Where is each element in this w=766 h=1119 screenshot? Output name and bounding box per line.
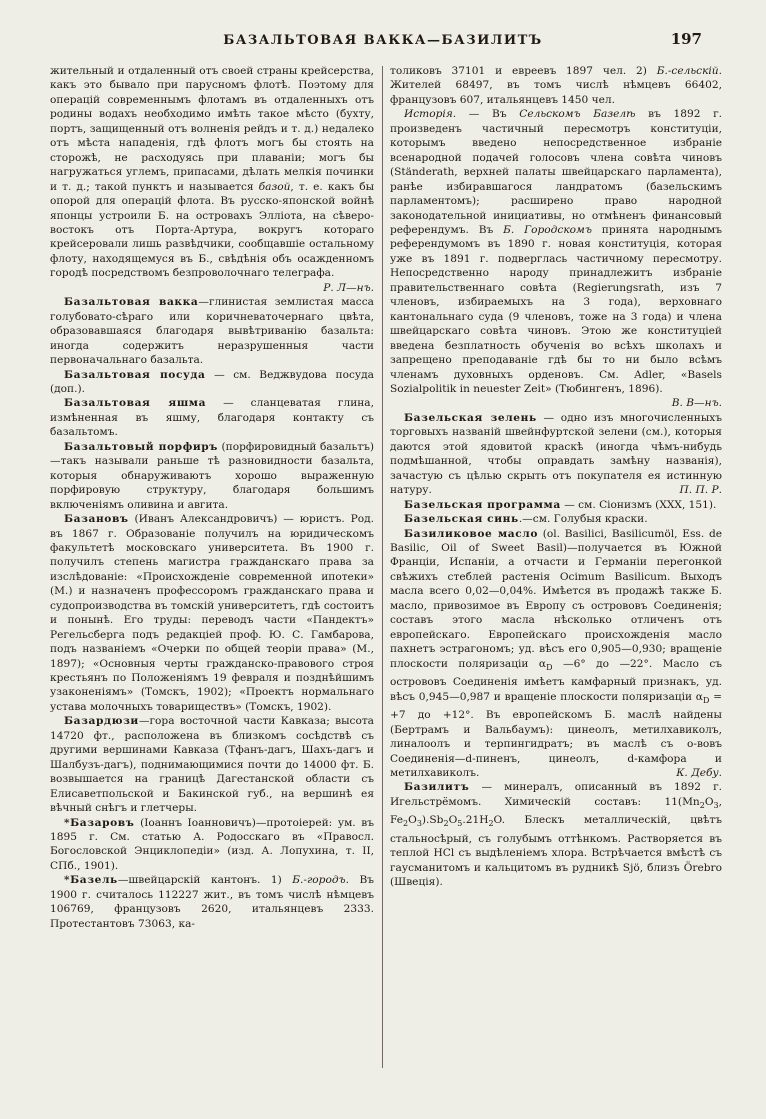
entry-headword: *Базаровъ: [64, 816, 135, 829]
entry-basel-program: Базельская программа — см. Сіонизмъ (XXX, 151).: [404, 498, 717, 511]
right-column: [390, 64, 722, 890]
entry-basalt-porphyry: Базальтовый порфиръ (порфировидный базальтъ)—такъ называли раньше тѣ разновидности базальта, которыя обнаруживаютъ хорошо выраженную порфировую структуру, благодаря большимъ включеніямъ оливина и авгита.: [50, 440, 374, 511]
author-signature: Р. Л—нъ.: [323, 281, 374, 294]
entry-basel: *Базель—швейцарскій кантонъ. 1) Б.-городъ. Въ 1900 г. считалось 112227 жит., въ томъ числѣ нѣмцевъ 106769, французовъ 2620, итальянцевъ 2333. Протестантовъ 73063, ка-: [50, 874, 375, 930]
entry-headword: Базальтовый порфиръ: [64, 440, 219, 453]
entry-continuation: жительный и отдаленный отъ своей страны крейсерства, какъ это бывало при парусномъ флотѣ. Поэтому для операцій современнымъ флотамъ въ отдаленныхъ отъ родины водахъ необходимо имѣть такое мѣсто (бухту, портъ, защищенный отъ волненія рейдъ и т. д.) недалеко отъ мѣста нападенія, гдѣ флотъ могъ бы стоять на сторожѣ, не расходуясь при плаваніи; могъ бы нагружаться углемъ, припасами, дѣлать мелкія починки и т. д.; такой пунктъ и называется базой, т. е. какъ бы опорой для операцій флота. Въ русско-японской войнѣ японцы устроили Б. на островахъ Эллiота, на сѣверо-востокъ отъ Порта-Артура, вокругъ котораго крейсеровали лишь развѣдчики, сообщавшіе остальному флоту, находящемуся въ Б., свѣдѣнія объ осажденномъ городѣ посредствомъ безпроволочнаго телеграфа. Р. Л—нъ.: [50, 65, 374, 294]
entry-headword: Базальтовая посуда: [64, 368, 206, 381]
entry-headword: Базальтовая яшма: [64, 397, 207, 410]
entry-basel-blue: Базельская синь.—см. Голубыя краски.: [404, 513, 648, 526]
entry-basel-continued: толиковъ 37101 и евреевъ 1897 чел. 2) Б.-сельскій. Жителей 68497, въ томъ числѣ нѣмцевъ 66402, французовъ 607, итальянцевъ 1450 чел.: [390, 65, 722, 106]
author-signature: В. В—нъ.: [671, 397, 722, 410]
entry-basalt-jasper: Базальтовая яшма — сланцеватая глина, измѣненная въ яшму, благодаря контакту съ базальтомъ.: [50, 397, 374, 439]
entry-basalt-ware: Базальтовая посуда — см. Веджвудова посуда (доп.).: [50, 368, 374, 395]
entry-bazardyuzi: Базардюзи—гора восточной части Кавказа; высота 14720 фт., расположена въ близкомъ сосѣдствѣ съ другими вершинами Кавказа (Тфанъ-дагъ, Шахъ-дагъ и Шалбузъ-дагъ), поднимающимися почти до 14000 фт. Б. возвышается на границѣ Дагестанской области съ Елисаветпольской и Бакинской губ., на вершинѣ ея вѣчный снѣгъ и глетчеры.: [50, 715, 374, 815]
entry-headword: Базельская программа: [404, 498, 561, 511]
running-header: [0, 28, 766, 52]
entry-headword: Базилитъ: [404, 781, 470, 794]
entry-headword: Базальтовая вакка: [64, 296, 199, 309]
entry-headword: Базельская зелень: [404, 411, 537, 424]
entry-headword: Базановъ: [64, 513, 129, 526]
entry-headword: Базельская синь: [404, 513, 519, 526]
entry-basilite: Базилитъ — минералъ, описанный въ 1892 г. Игельстрёмомъ. Химическій составъ: $11(Mn_2O_3$, $Fe_2O_3).Sb_2O_5.21H_2O$. Блескъ металлическій, цвѣтъ стальносѣрый, съ голубымъ оттѣнкомъ. Растворяется въ теплой HCl съ выдѣленіемъ хлора. Встрѣчается вмѣстѣ съ гаусманитомъ и кальцитомъ въ рудникѣ Sjö, близъ Örebro (Швеція).: [390, 781, 722, 889]
entry-headword: Базардюзи: [64, 715, 139, 728]
left-column: [50, 64, 374, 931]
author-signature: П. П. Р.: [679, 484, 722, 497]
entry-basel-green: Базельская зелень — одно изъ многочисленныхъ торговыхъ названій швейнфуртской зелени (см.), которыя даются этой ядовитой краскѣ (иногда чѣмъ-нибудь подмѣшанной, чтобы оправдать замѣну названія), зачастую съ цѣлью скрыть отъ покупателя ея истинную натуру. П. П. Р.: [390, 411, 722, 497]
entry-headword: *Базель: [64, 874, 118, 887]
entry-basalt-wacke: Базальтовая вакка—глинистая землистая масса голубовато-сѣраго или коричневаточернаго цвѣта, образовавшаяся благодаря вывѣтриванію базальта: иногда содержитъ неразрушенныя части первоначальнаго базальта.: [50, 296, 374, 367]
header-title: БАЗАЛЬТОВАЯ ВАККА—БАЗИЛИТЪ: [223, 33, 543, 48]
column-divider: [382, 66, 383, 1068]
author-signature: К. Дебу.: [676, 766, 722, 779]
entry-basil-oil: Базиликовое масло (ol. Basilici, Basilicumöl, Ess. de Basilic, Oil of Sweet Basil)—получается въ Южной Франціи, Испаніи, а отчасти и Германіи перегонкой свѣжихъ стеблей растенія Ocimum Basilicum. Выходъ масла всего 0,02—0,04%. Имѣется въ продажѣ также Б. масло, привозимое въ Европу съ острововъ Соединенія; составъ этого масла нѣсколько отличенъ отъ европейскаго. Европейскаго происхожденія масло пахнетъ эстрагономъ; уд. вѣсъ его 0,905—0,930; вращеніе плоскости поляризаціи $\alpha_D$ —6° до —22°. Масло съ острововъ Соединенія имѣетъ камфарный признакъ, уд. вѣсъ 0,945—0,987 и вращеніе плоскости поляризаціи $\alpha_D = +7$ до +12°. Въ европейскомъ Б. маслѣ найдены (Бертрамъ и Вальбаумъ): цинеолъ, метилхавиколъ, линалоолъ и терпингидратъ; въ маслѣ съ о-вовъ Соединенія—d-пиненъ, цинеолъ, d-камфора и метилхавиколъ. К. Дебу.: [390, 527, 722, 779]
entry-basel-history: Исторія. — Въ Сельскомъ Базелѣ въ 1892 г. произведенъ частичный пересмотръ конституціи, которымъ введено непосредственное избраніе всенародной подачей голосовъ члена совѣта чиновъ (Ständerath, верхней палаты швейцарскаго парламента), ранѣе избиравшагося ландратомъ (базельскимъ парламентомъ); расширено право народной законодательной инициативы, но отмѣненъ финансовый референдумъ. Въ Б. Городскомъ принята народнымъ референдумомъ въ 1890 г. новая конституція, которая уже въ 1891 г. подверглась частичному пересмотру. Непосредственно народу принадлежитъ избраніе правительственнаго совѣта (Regierungsrath, изъ 7 членовъ, избираемыхъ на 3 года), верховнаго кантональнаго суда (9 членовъ, тоже на 3 года) и члена швейцарскаго совѣта чиновъ. Этою же конституціей введена безплатность обученія во всѣхъ школахъ и запрещено преподаваніе гдѣ бы то ни было всѣмъ членамъ духовныхъ орденовъ. См. Adler, «Basels Sozialpolitik in neuester Zeit» (Тюбингенъ, 1896). В. В—нъ.: [390, 108, 723, 410]
entry-bazarov: *Базаровъ (Іоаннъ Іоанновичъ)—протоіерей: ум. въ 1895 г. См. статью А. Родосскаго въ «Правосл. Богословской Энциклопедіи» (изд. А. Лопухина, т. II, СПб., 1901).: [50, 816, 374, 872]
entry-bazanov: Базановъ (Иванъ Александровичъ) — юристъ. Род. въ 1867 г. Образованіе получилъ на юридическомъ факультетѣ московскаго университета. Въ 1900 г. получилъ степень магистра гражданскаго права за изслѣдованіе: «Происхожденіе современной ипотеки» (М.) и назначенъ профессоромъ гражданскаго права и судопроизводства въ томскій университетъ, гдѣ состоитъ и понынѣ. Его труды: переводъ части «Пандектъ» Регельсберга подъ редакціей проф. Ю. С. Гамбарова, подъ названіемъ «Очерки по общей теоріи права» (М., 1897); «Основныя черты гражданско-правового строя крестьянъ по Положеніямъ 19 февраля и позднѣйшимъ узаконеніямъ» (Томскъ, 1902); «Проектъ нормальнаго устава молочныхъ товариществъ» (Томскъ, 1902).: [50, 513, 374, 713]
page-number: 197: [670, 30, 702, 48]
entry-headword: Базиликовое масло: [404, 527, 539, 540]
